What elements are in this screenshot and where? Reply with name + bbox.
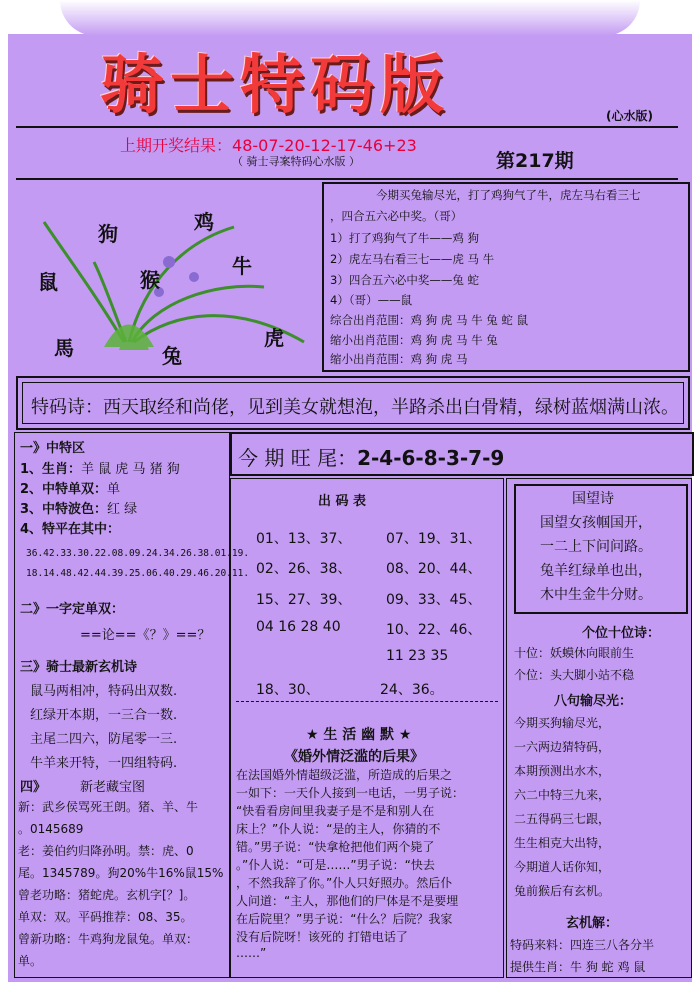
story-line: 在后院里？”男子说：“什么？后院？我家: [236, 912, 453, 926]
lucky-tail-label: 今 期 旺 尾：: [238, 446, 358, 470]
digits-poem-line: 个位：头大脚小站不稳: [514, 668, 635, 682]
story-line: 错。”男子说：“快拿枪把他们两个毙了: [236, 840, 435, 854]
treasure-map-title: 新老藏宝图: [80, 780, 146, 795]
divider: [236, 701, 498, 702]
zodiac-rabbit: 兔: [162, 344, 182, 368]
digits-poem-line: 十位：妖蟆休向眼前生: [514, 646, 635, 660]
story-line: 在法国婚外情超级泛滥，所造成的后果之: [236, 768, 453, 782]
king-poem-line: 木中生金牛分财。: [540, 587, 652, 603]
digits-poem-title: 个位十位诗：: [582, 626, 661, 641]
treasure-line: 曾老功略：猪蛇虎。玄机字[？]。: [18, 888, 196, 902]
mystery-title: 玄机解：: [566, 916, 619, 931]
number-row: 04 16 28 40: [256, 619, 341, 635]
number-row: 24、36。: [380, 682, 444, 698]
eight-lines-line: 生生相克大出特，: [514, 836, 611, 850]
number-table-title: 出 码 表: [318, 494, 367, 509]
story-line: “快看看房间里我妻子是不是和别人在: [236, 804, 435, 818]
special-poem-box: [16, 376, 690, 430]
number-row: 08、20、44、: [386, 561, 482, 577]
lucky-tail: [238, 442, 504, 471]
row-value: 羊 鼠 虎 马 猪 狗: [81, 462, 180, 477]
section-title: 四》: [20, 780, 47, 795]
eight-lines-line: 六二中特三九来，: [514, 788, 611, 802]
poem-line: 鼠马两相冲，特码出双数.: [30, 684, 178, 699]
lucky-tail-value: 2-4-6-8-3-7-9: [357, 446, 505, 470]
odd-even-verdict: ==论==《？》==？: [80, 628, 211, 643]
eight-lines-line: 本期预测出水木，: [514, 764, 611, 778]
number-row: 15、27、39、: [256, 592, 352, 608]
story-line: 床上？”仆人说：“是的主人，你猜的不: [236, 822, 441, 836]
row-label: 4、特平在其中：: [20, 522, 121, 537]
treasure-line: 单双：双。平码推荐：08、35。: [18, 910, 193, 924]
story-title: 《婚外情泛滥的后果》: [284, 749, 424, 765]
row-label: 1、生肖：: [20, 462, 82, 477]
number-row: 11 23 35: [386, 648, 449, 664]
prediction-line: 综合出肖范围：鸡 狗 虎 马 牛 兔 蛇 鼠: [330, 313, 529, 327]
poem-line: 主尾二四六，防尾零一三.: [30, 732, 178, 747]
eight-lines-line: 今期道人话你知，: [514, 860, 611, 874]
section-title: 一》中特区: [20, 441, 86, 456]
top-band: [60, 0, 640, 36]
zodiac-ox: 牛: [232, 254, 252, 278]
color-row: [20, 498, 137, 517]
story-line: 没有后院呀！该死的 打错电话了: [236, 930, 408, 944]
prediction-intro-2: ，四合五六必中奖。（哥）: [330, 209, 463, 223]
eight-lines-line: 兔前猴后有玄机。: [514, 884, 611, 898]
section-title: 二》一字定单双：: [20, 602, 125, 617]
treasure-line: 。0145689: [18, 822, 84, 836]
subtitle: （ 骑士寻案特码心水版 ）: [232, 155, 360, 168]
zodiac-tiger: 虎: [264, 326, 284, 350]
story-line: 人问道：“主人，那他们的尸体是不是要埋: [236, 894, 459, 908]
row-value: 单: [107, 482, 121, 497]
number-row: 18、30、: [256, 682, 320, 698]
king-poem-title: 国望诗: [572, 491, 614, 507]
zodiac-horse: 馬: [54, 336, 74, 360]
number-list: 36.42.33.30.22.08.09.24.34.26.38.01.19.: [26, 548, 250, 559]
story-line: 一如下：一天仆人接到一电话，一男子说：: [236, 786, 465, 800]
edition-label: (心水版): [606, 109, 653, 123]
mystery-line: 提供生肖：牛 狗 蛇 鸡 鼠: [510, 960, 646, 974]
poem-line: 红绿开本期，一三合一数.: [30, 708, 178, 723]
king-poem-line: 兔羊红绿单也出，: [540, 563, 652, 579]
eight-lines-line: 一六两边猜特码，: [514, 740, 611, 754]
story-line: 。”仆人说：“可是……”男子说：“快去: [236, 858, 435, 872]
zodiac-monkey: 猴: [140, 268, 160, 292]
prediction-line: 缩小出肖范围：鸡 狗 虎 马 牛 兔: [330, 333, 498, 347]
number-row: 10、22、46、: [386, 622, 482, 638]
treasure-line: 新：武乡侯骂死王朗。猪、羊、牛: [18, 800, 199, 814]
prediction-line: 4）（哥）——鼠: [330, 293, 413, 307]
eight-lines-line: 今期买狗输尽光，: [514, 716, 611, 730]
odd-even-row: [20, 478, 120, 497]
poem-line: 牛羊来开特，一四组特码.: [30, 756, 178, 771]
last-result-numbers: 48-07-20-12-17-46+23: [232, 136, 417, 155]
mystery-line: 特码来料：四连三八各分半: [510, 938, 655, 952]
prediction-line: 3）四合五六必中奖——兔 蛇: [330, 273, 479, 287]
prediction-line: 缩小出肖范围：鸡 狗 虎 马: [330, 352, 468, 366]
last-result-label: 上期开奖结果：: [120, 136, 233, 155]
humor-title: ★ 生 活 幽 默 ★: [306, 727, 412, 743]
zodiac-rat: 鼠: [38, 270, 58, 294]
treasure-line: 曾新功略：牛鸡狗龙鼠兔。单双：: [18, 932, 199, 946]
treasure-line: 单。: [18, 954, 43, 968]
zodiac-row: [20, 458, 180, 477]
story-line: ……”: [236, 946, 267, 960]
number-row: 02、26、38、: [256, 561, 352, 577]
zodiac-rooster: 鸡: [194, 210, 214, 234]
page-title: 骑士特码版: [100, 48, 450, 123]
number-list: 18.14.48.42.44.39.25.06.40.29.46.20.11.: [26, 568, 250, 579]
row-label: 3、中特波色：: [20, 502, 108, 517]
eight-lines-line: 二五得码三七跟，: [514, 812, 611, 826]
eight-lines-title: 八句输尽光：: [554, 694, 633, 709]
story-line: ，不然我辞了你。”仆人只好照办。然后仆: [236, 876, 453, 890]
treasure-line: 尾。1345789。狗20%牛16%鼠15%: [18, 866, 224, 880]
zodiac-dog: 狗: [98, 222, 118, 246]
number-row: 07、19、31、: [386, 531, 482, 547]
row-value: 红 绿: [107, 502, 138, 517]
king-poem-line: 一二上下问问路。: [540, 539, 652, 555]
row-label: 2、中特单双：: [20, 482, 108, 497]
king-poem-line: 国望女孩帼国开，: [540, 515, 652, 531]
special-poem: 特码诗：西天取经和尚佬，见到美女就想泡，半路杀出白骨精，绿树蓝烟满山浓。: [22, 382, 684, 424]
section-title: 三》骑士最新玄机诗: [20, 660, 138, 675]
prediction-line: 2）虎左马右看三七——虎 马 牛: [330, 252, 495, 266]
prediction-line: 1）打了鸡狗气了牛——鸡 狗: [330, 231, 479, 245]
number-row: 01、13、37、: [256, 531, 352, 547]
issue-number: 第217期: [496, 150, 574, 172]
prediction-intro: 今期买兔输尽光，打了鸡狗气了牛，虎左马右看三七: [376, 188, 641, 202]
number-row: 09、33、45、: [386, 592, 482, 608]
treasure-line: 老：姜伯约归降孙明。禁：虎、0: [18, 844, 194, 858]
